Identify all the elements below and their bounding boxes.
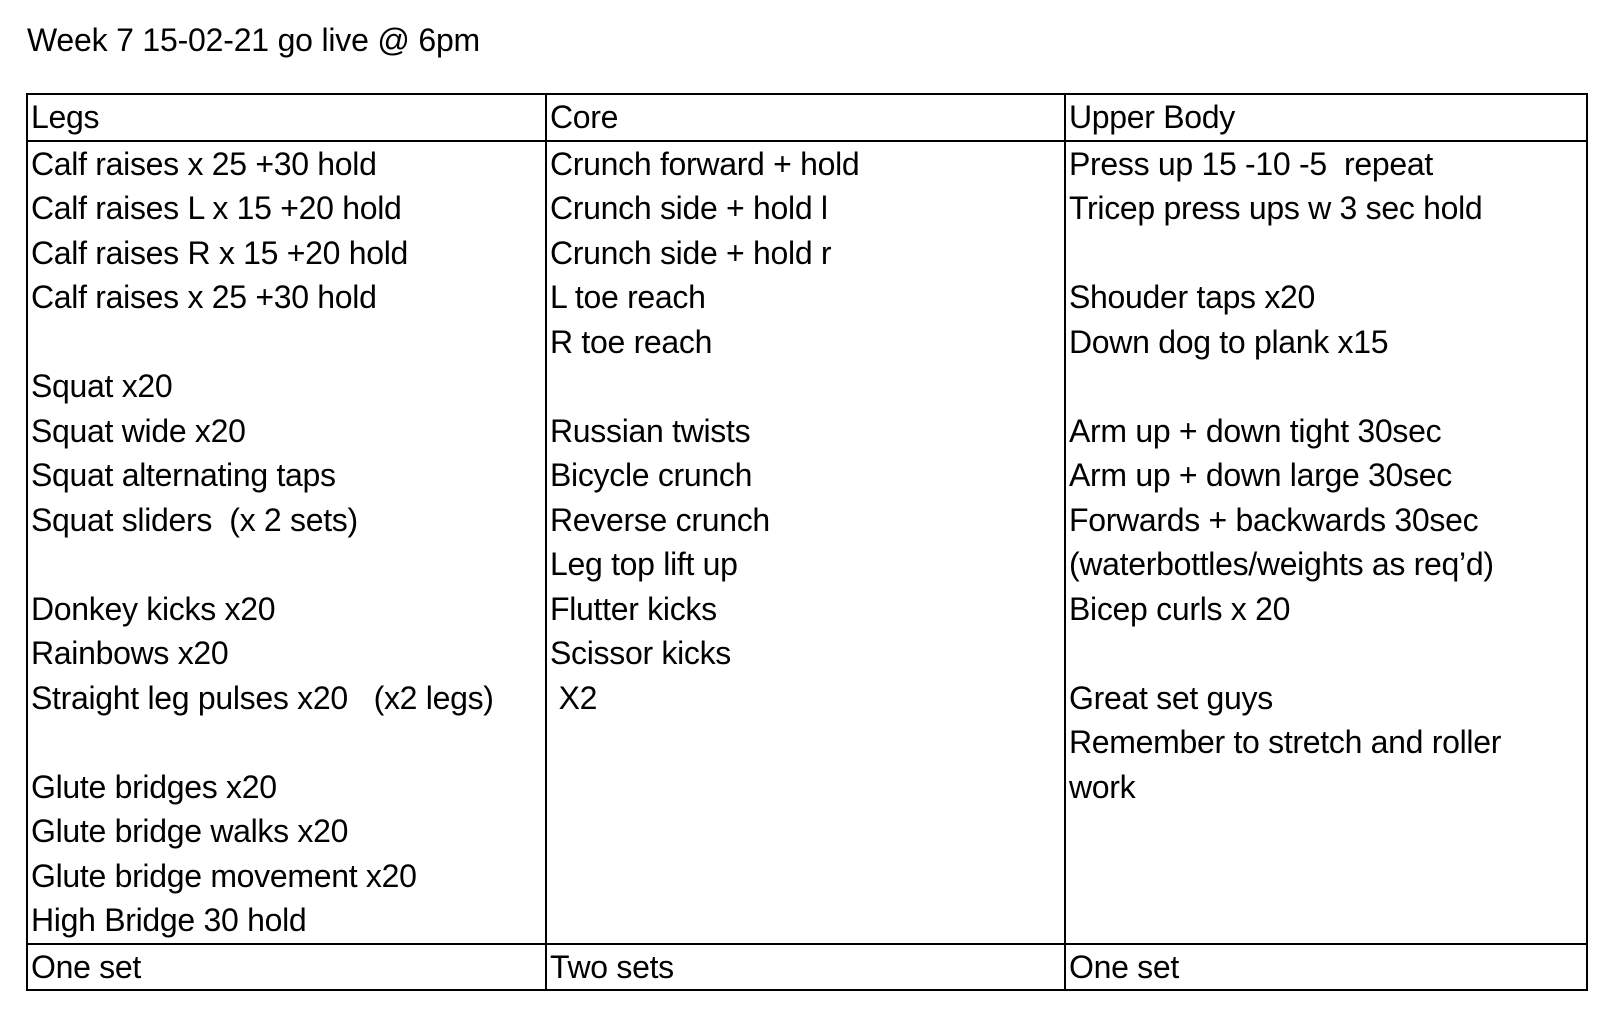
core-exercise: L toe reach	[550, 279, 706, 315]
header-core: Core	[546, 94, 1065, 141]
core-exercise: Leg top lift up	[550, 546, 738, 582]
header-legs: Legs	[27, 94, 546, 141]
legs-exercise: Squat sliders (x 2 sets)	[31, 501, 358, 538]
core-exercise: Crunch side + hold r	[550, 234, 832, 271]
legs-exercise	[31, 320, 545, 365]
upper-body-exercise: Bicep curls x 20	[1069, 590, 1291, 627]
table-body-row	[27, 141, 1587, 944]
upper-body-exercise: Arm up + down large 30sec	[1069, 457, 1452, 493]
upper-body-exercise-list	[1065, 141, 1587, 944]
upper-body-exercise	[1069, 631, 1586, 676]
legs-exercise: Squat wide x20	[31, 412, 246, 449]
footer-upper-body-sets: One set	[1065, 944, 1587, 991]
upper-body-exercise	[1069, 231, 1586, 276]
core-exercise: Bicycle crunch	[550, 457, 753, 493]
upper-body-exercise: Press up 15 -10 -5 repeat	[1069, 145, 1433, 182]
core-exercise: Scissor kicks	[550, 635, 732, 671]
core-exercise: Russian twists	[550, 412, 751, 449]
core-exercise	[550, 364, 1064, 409]
legs-exercise: Glute bridges x20	[31, 768, 277, 805]
upper-body-exercise: Shouder taps x20	[1069, 279, 1316, 315]
legs-exercise-list	[27, 141, 546, 944]
upper-body-exercise: Forwards + backwards 30sec	[1069, 501, 1479, 538]
table-header-row	[27, 94, 1587, 141]
legs-exercise: Donkey kicks x20	[31, 590, 276, 627]
legs-exercise	[31, 542, 545, 587]
legs-exercise: High Bridge 30 hold	[31, 902, 307, 938]
workout-table	[26, 93, 1588, 991]
legs-exercise: Calf raises L x 15 +20 hold	[31, 190, 402, 226]
legs-exercise: Squat alternating taps	[31, 457, 336, 493]
upper-body-exercise	[1069, 364, 1586, 409]
core-exercise: Flutter kicks	[550, 590, 717, 627]
table-footer-row	[27, 944, 1587, 991]
legs-exercise: Straight leg pulses x20 (x2 legs)	[31, 679, 494, 716]
upper-body-exercise: Remember to stretch and roller	[1069, 724, 1502, 760]
legs-exercise: Calf raises R x 15 +20 hold	[31, 234, 408, 271]
legs-exercise: Glute bridge walks x20	[31, 813, 349, 849]
legs-exercise	[31, 720, 545, 765]
legs-exercise: Calf raises x 25 +30 hold	[31, 279, 377, 315]
document-title: Week 7 15-02-21 go live @ 6pm	[27, 22, 480, 58]
upper-body-exercise: Arm up + down tight 30sec	[1069, 412, 1442, 449]
upper-body-exercise: Down dog to plank x15	[1069, 323, 1389, 360]
footer-legs-sets: One set	[27, 944, 546, 991]
legs-exercise: Rainbows x20	[31, 635, 229, 671]
upper-body-exercise: work	[1069, 768, 1136, 805]
core-exercise-list	[546, 141, 1065, 944]
upper-body-exercise: Great set guys	[1069, 679, 1273, 716]
core-exercise: X2	[550, 679, 598, 716]
upper-body-exercise: (waterbottles/weights as req’d)	[1069, 546, 1494, 582]
upper-body-exercise: Tricep press ups w 3 sec hold	[1069, 190, 1483, 226]
core-exercise: Crunch forward + hold	[550, 145, 860, 182]
legs-exercise: Squat x20	[31, 368, 173, 404]
core-exercise: Reverse crunch	[550, 501, 770, 538]
core-exercise: Crunch side + hold l	[550, 190, 828, 226]
legs-exercise: Calf raises x 25 +30 hold	[31, 145, 377, 182]
core-exercise: R toe reach	[550, 323, 713, 360]
header-upper-body: Upper Body	[1065, 94, 1587, 141]
legs-exercise: Glute bridge movement x20	[31, 857, 417, 894]
footer-core-sets: Two sets	[546, 944, 1065, 991]
